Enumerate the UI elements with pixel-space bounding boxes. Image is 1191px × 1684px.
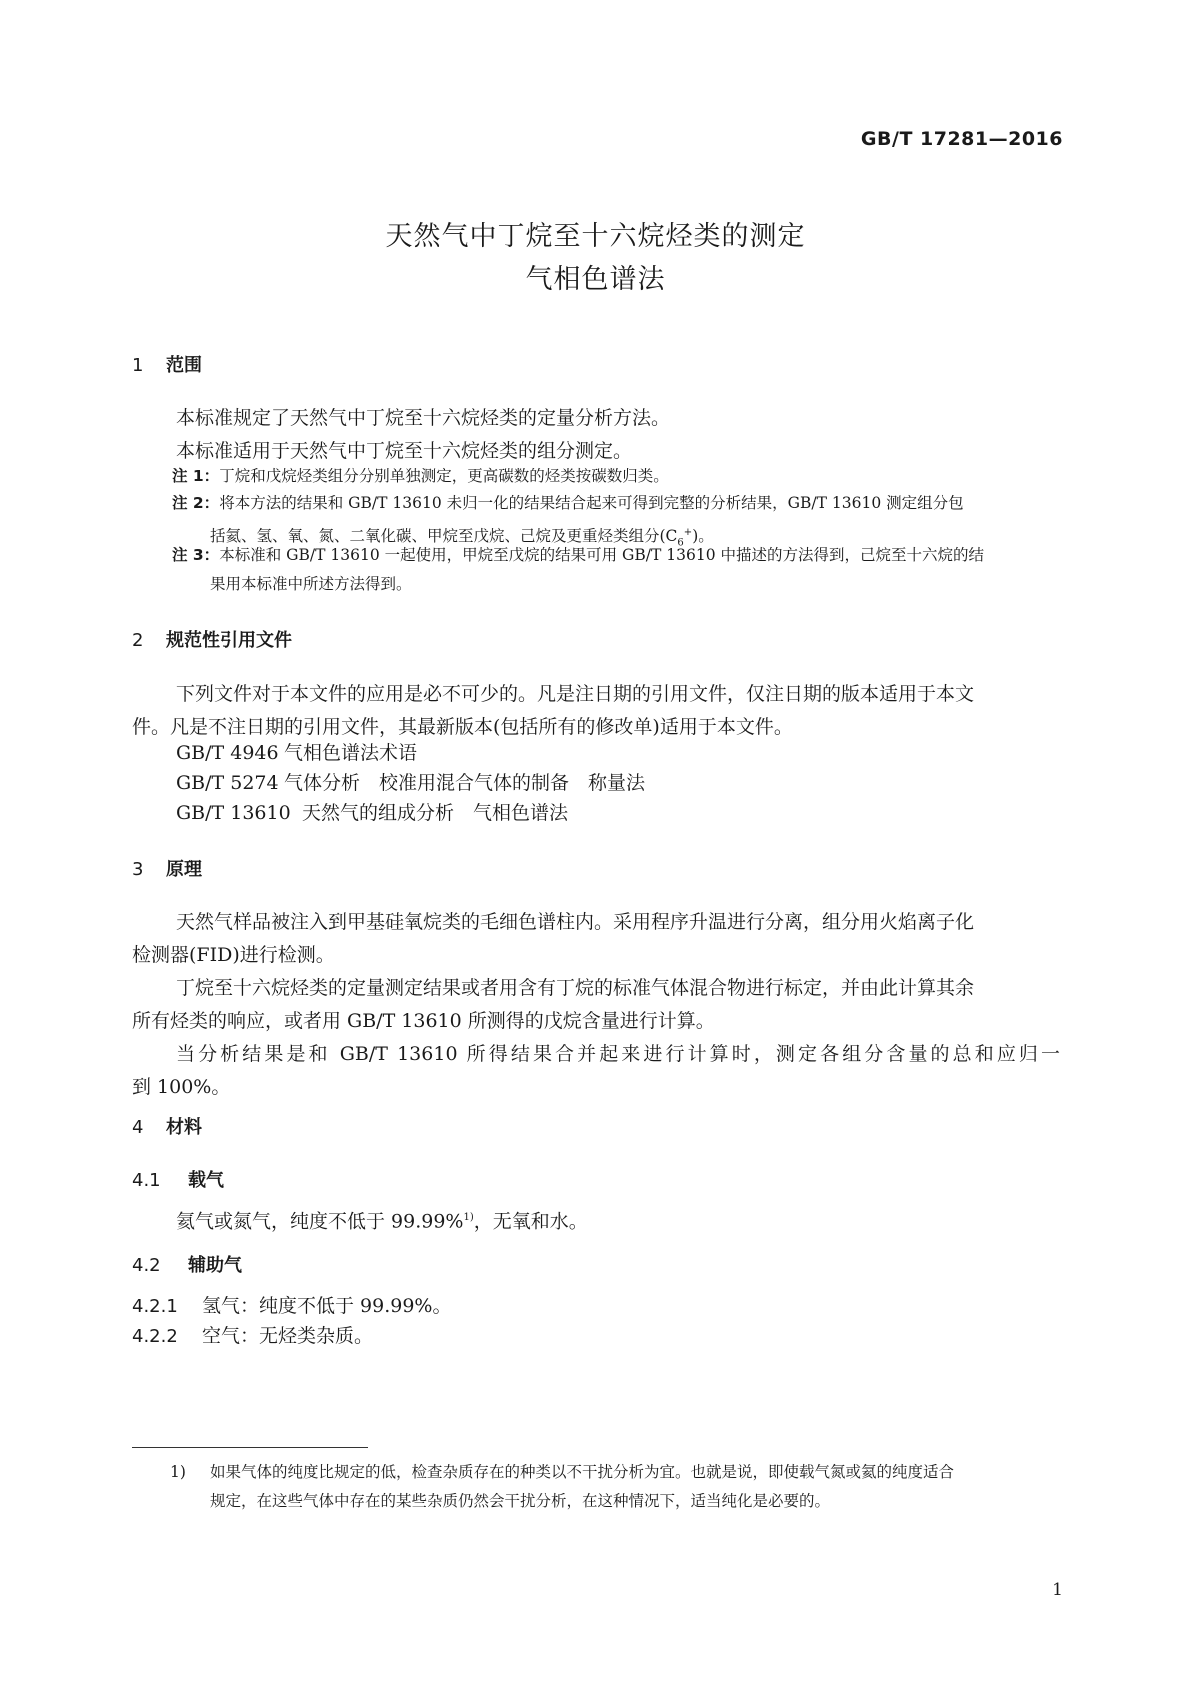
reference-code: GB/T 13610: [176, 802, 291, 824]
paragraph: 下列文件对于本文件的应用是必不可少的。凡是注日期的引用文件，仅注日期的版本适用于本文: [176, 683, 975, 705]
paragraph: ，无氧和水。: [473, 1210, 588, 1233]
page-number: 1: [1052, 1580, 1063, 1600]
clause-item: [132, 1291, 452, 1318]
note-text: 丁烷和戊烷烃类组分分别单独测定，更高碳数的烃类按碳数归类。: [219, 467, 669, 485]
section-title: 辅助气: [188, 1255, 242, 1276]
section-title: 规范性引用文件: [166, 630, 292, 651]
paragraph: 天然气样品被注入到甲基硅氧烷类的毛细色谱柱内。采用程序升温进行分离，组分用火焰离子化: [176, 911, 975, 933]
document-title: 天然气中丁烷至十六烷烃类的测定: [385, 221, 806, 252]
clause-number: 4.2.2: [132, 1326, 178, 1347]
footnote-text: 如果气体的纯度比规定的低，检查杂质存在的种类以不干扰分析为宜。也就是说，即使载气氮或氦的纯度适合: [210, 1463, 955, 1481]
paragraph: 件。凡是不注日期的引用文件，其最新版本(包括所有的修改单)适用于本文件。: [132, 716, 793, 738]
reference-item: [176, 768, 645, 795]
section-4-1-heading: [132, 1166, 224, 1192]
section-3-body: [132, 906, 1060, 1104]
paragraph: 丁烷至十六烷烃类的定量测定结果或者用含有丁烷的标准气体混合物进行标定，并由此计算其余: [176, 977, 975, 999]
note-1: [172, 462, 1060, 491]
superscript: +: [683, 527, 693, 538]
subscript: 6: [677, 537, 684, 549]
section-number: 4.2: [132, 1255, 161, 1276]
clause-text: 氢气：纯度不低于 99.99%。: [202, 1295, 452, 1317]
section-4-1-body: [132, 1201, 1060, 1238]
section-title: 载气: [188, 1170, 224, 1191]
paragraph: 所有烃类的响应，或者用 GB/T 13610 所测得的戊烷含量进行计算。: [132, 1010, 715, 1032]
reference-item: [176, 798, 568, 825]
reference-title: 天然气的组成分析 气相色谱法: [302, 802, 569, 824]
footnote-mark: 1): [170, 1463, 186, 1481]
paragraph: 检测器(FID)进行检测。: [132, 944, 335, 966]
reference-code: GB/T 5274: [176, 772, 279, 794]
reference-code: GB/T 4946: [176, 742, 279, 764]
clause-item: [132, 1321, 373, 1348]
section-3-heading: [132, 855, 202, 881]
reference-title: 气相色谱法术语: [284, 742, 418, 764]
reference-title: 气体分析 校准用混合气体的制备 称量法: [284, 772, 646, 794]
footnote-divider: [132, 1447, 368, 1448]
section-4-heading: [132, 1113, 202, 1139]
note-label: 注 3：: [172, 546, 220, 564]
document-subtitle: 气相色谱法: [525, 264, 666, 295]
section-number: 1: [132, 355, 144, 376]
note-text: 果用本标准中所述方法得到。: [210, 575, 412, 593]
footnote-text: 规定，在这些气体中存在的某些杂质仍然会干扰分析，在这种情况下，适当纯化是必要的。: [210, 1492, 831, 1510]
standard-code: GB/T 17281—2016: [860, 128, 1063, 150]
section-1-heading: [132, 351, 202, 377]
section-title: 原理: [166, 859, 202, 880]
paragraph: 本标准适用于天然气中丁烷至十六烷烃类的组分测定。: [176, 440, 633, 462]
note-label: 注 1：: [172, 467, 220, 485]
paragraph: 本标准规定了天然气中丁烷至十六烷烃类的定量分析方法。: [176, 407, 671, 429]
note-text: 括氦、氢、氧、氮、二氧化碳、甲烷至戊烷、己烷及更重烃类组分(C: [210, 527, 678, 546]
section-2-heading: [132, 626, 292, 652]
paragraph: 氦气或氮气，纯度不低于 99.99%: [176, 1210, 464, 1233]
section-number: 3: [132, 859, 144, 880]
reference-item: [176, 738, 417, 765]
note-text: 本标准和 GB/T 13610 一起使用，甲烷至戊烷的结果可用 GB/T 13610 中描述的方法得到，己烷至十六烷的结: [219, 546, 985, 564]
clause-text: 空气：无烃类杂质。: [202, 1325, 374, 1347]
section-number: 2: [132, 630, 144, 651]
section-2-body: [132, 678, 1060, 744]
section-1-body: [132, 402, 1060, 468]
note-text: 将本方法的结果和 GB/T 13610 未归一化的结果结合起来可得到完整的分析结果，GB/T 13610 测定组分包: [219, 494, 964, 512]
section-number: 4.1: [132, 1170, 161, 1191]
footnote: [170, 1458, 1060, 1516]
section-title: 范围: [166, 355, 202, 376]
paragraph: 到 100%。: [132, 1076, 231, 1098]
note-text: )。: [692, 527, 714, 546]
note-label: 注 2：: [172, 494, 220, 512]
note-3: [172, 541, 1060, 599]
footnote-reference: 1): [463, 1212, 474, 1223]
section-title: 材料: [166, 1117, 202, 1138]
paragraph: 当分析结果是和 GB/T 13610 所得结果合并起来进行计算时，测定各组分含量的总和应归一: [176, 1043, 1060, 1065]
section-4-2-heading: [132, 1251, 242, 1277]
section-number: 4: [132, 1117, 144, 1138]
clause-number: 4.2.1: [132, 1296, 178, 1317]
